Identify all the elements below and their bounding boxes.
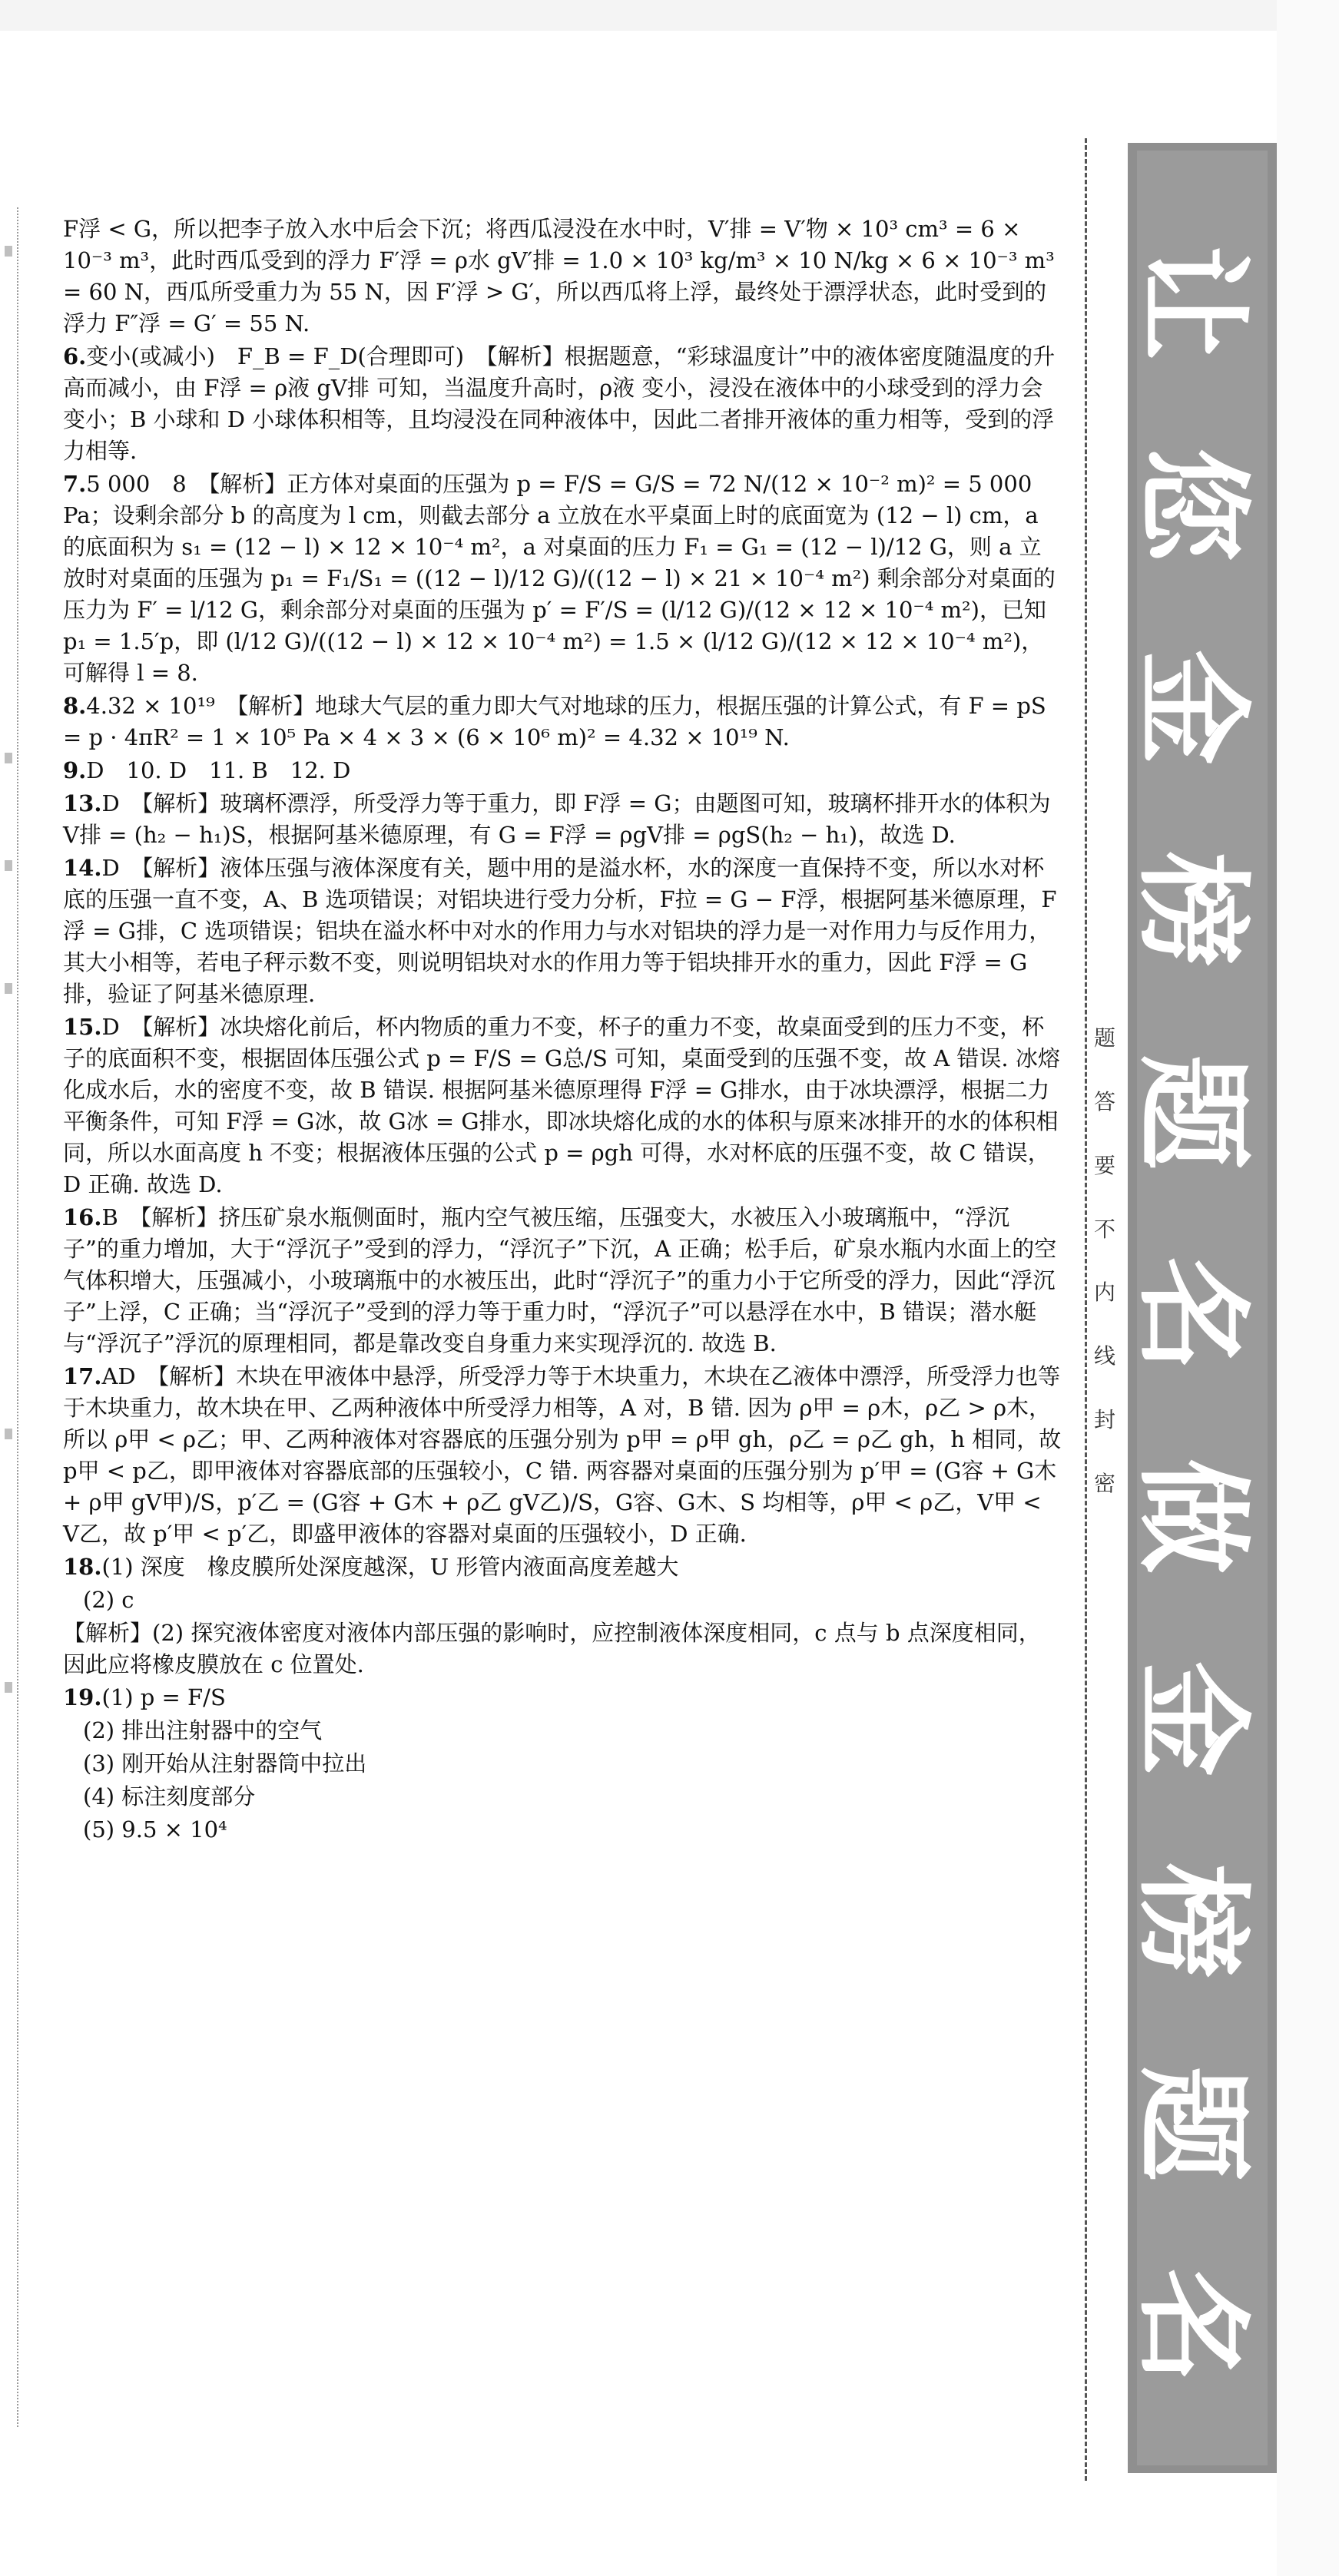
answer-6 bbox=[63, 341, 1062, 467]
answer-13 bbox=[63, 788, 1062, 851]
paragraph-text: (2) c bbox=[83, 1587, 134, 1613]
binding-mark bbox=[5, 1429, 12, 1439]
answer-19-part3 bbox=[63, 1748, 1062, 1780]
banner-char: 名 bbox=[1124, 2267, 1260, 2383]
warning-char: 不 bbox=[1093, 1216, 1115, 1242]
paragraph-text: D 10. D 11. B 12. D bbox=[86, 757, 351, 783]
question-number: 9. bbox=[63, 757, 87, 783]
question-number: 7. bbox=[63, 471, 87, 497]
answer-14 bbox=[63, 853, 1062, 1010]
left-binding-line bbox=[17, 207, 18, 2427]
paragraph-text: 变小(或减小) F_B = F_D(合理即可) 【解析】根据题意，“彩球温度计”中的液体密度随温度的升高而减小，由 F浮 = ρ液 gV排 可知，当温度升高时，ρ液 变小，浸没在液体中的小球受到的浮力会变小；B 小球和 D 小球体积相等，且均浸没在同种液体中，因此二者排开液体的重力相等，受到的浮力相等. bbox=[63, 343, 1056, 464]
paragraph-text: (1) 深度 橡皮膜所处深度越深，U 形管内液面高度差越大 bbox=[101, 1554, 679, 1580]
warning-char: 密 bbox=[1093, 1470, 1115, 1496]
seal-cut-line bbox=[1085, 138, 1087, 2481]
binding-mark bbox=[5, 983, 12, 994]
answer-18 bbox=[63, 1551, 1062, 1583]
binding-mark bbox=[5, 860, 12, 871]
warning-char: 封 bbox=[1093, 1407, 1115, 1433]
paragraph-text: B 【解析】挤压矿泉水瓶侧面时，瓶内空气被压缩，压强变大，水被压入小玻璃瓶中，“浮沉子”的重力增加，大于“浮沉子”受到的浮力，“浮沉子”下沉，A 正确；松手后，矿泉水瓶内水面上的空气体积增大，压强减小，小玻璃瓶中的水被压出，此时“浮沉子”的重力小于它所受的浮力，因此“浮沉子”上浮，C 正确；当“浮沉子”受到的浮力等于重力时，“浮沉子”可以悬浮在水中，B 错误；潜水艇与“浮沉子”浮沉的原理相同，都是靠改变自身重力来实现浮沉的. 故选 B. bbox=[63, 1204, 1057, 1356]
answer-16 bbox=[63, 1202, 1062, 1359]
banner-char: 做 bbox=[1124, 1459, 1260, 1574]
question-number: 16. bbox=[63, 1204, 102, 1230]
banner-char: 题 bbox=[1124, 1054, 1260, 1170]
banner-char: 让 bbox=[1124, 244, 1260, 361]
question-number: 13. bbox=[63, 790, 102, 816]
banner-char: 榜 bbox=[1124, 852, 1260, 968]
paragraph-text: AD 【解析】木块在甲液体中悬浮，所受浮力等于木块重力，木块在乙液体中漂浮，所受浮力也等于木块重力，故木块在甲、乙两种液体中所受浮力相等，A 对，B 错. 因为 ρ甲 = ρ木，ρ乙 > ρ木，所以 ρ甲 < ρ乙；甲、乙两种液体对容器底的压强分别为 p甲 = ρ甲 gh，ρ乙 = ρ乙 gh，h 相同，故 p甲 < p乙，即甲液体对容器底部的压强较小，C 错. 两容器对桌面的压强分别为 p′甲 = (G容 + G木 + ρ甲 gV甲)/S，p′乙 = (G容 + G木 + ρ乙 gV乙)/S，G容、G木、S 均相等，ρ甲 < ρ乙，V甲 < V乙，故 p′甲 < p′乙，即盛甲液体的容器对桌面的压强较小，D 正确. bbox=[63, 1363, 1062, 1547]
paragraph-text: 【解析】(2) 探究液体密度对液体内部压强的影响时，应控制液体深度相同，c 点与 b 点深度相同，因此应将橡皮膜放在 c 位置处. bbox=[63, 1620, 1041, 1677]
paragraph-text: (4) 标注刻度部分 bbox=[83, 1783, 256, 1809]
paragraph-text: 4.32 × 10¹⁹ 【解析】地球大气层的重力即大气对地球的压力，根据压强的计算公式，有 F = pS = p · 4πR² = 1 × 10⁵ Pa × 4 × 3 × (6 × 10⁶ m)² = 4.32 × 10¹⁹ N. bbox=[63, 693, 1046, 750]
warning-char: 要 bbox=[1093, 1152, 1115, 1178]
banner-char: 您 bbox=[1124, 447, 1260, 563]
paragraph-text: D 【解析】玻璃杯漂浮，所受浮力等于重力，即 F浮 = G；由题图可知，玻璃杯排开水的体积为 V排 = (h₂ − h₁)S，根据阿基米德原理，有 G = F浮 = ρgV排 = ρgS(h₂ − h₁)，故选 D. bbox=[63, 790, 1051, 848]
answer-content bbox=[63, 214, 1062, 1847]
warning-char: 题 bbox=[1093, 1025, 1115, 1051]
banner-char: 金 bbox=[1124, 649, 1260, 765]
warning-char: 答 bbox=[1093, 1088, 1115, 1114]
question-number: 18. bbox=[63, 1554, 102, 1580]
question-number: 19. bbox=[63, 1684, 102, 1710]
slogan-banner bbox=[1124, 143, 1277, 2473]
paragraph-text: (5) 9.5 × 10⁴ bbox=[83, 1816, 227, 1843]
banner-char: 金 bbox=[1124, 1660, 1260, 1776]
banner-char: 榜 bbox=[1124, 1863, 1260, 1979]
paragraph-text: D 【解析】冰块熔化前后，杯内物质的重力不变，杯子的重力不变，故桌面受到的压力不变，杯子的底面积不变，根据固体压强公式 p = F/S = G总/S 可知，桌面受到的压强不变，故 A 错误. 冰熔化成水后，水的密度不变，故 B 错误. 根据阿基米德原理得 F浮 = G排水，由于冰块漂浮，根据二力平衡条件，可知 F浮 = G冰，故 G冰 = G排水，即冰块熔化成的水的体积与原来冰排开的水的体积相同，所以水面高度 h 不变；根据液体压强的公式 p = ρgh 可得，水对杯底的压强不变，故 C 错误，D 正确. 故选 D. bbox=[63, 1014, 1060, 1197]
question-number: 17. bbox=[63, 1363, 102, 1389]
answer-18-part2 bbox=[63, 1584, 1062, 1616]
binding-mark bbox=[5, 753, 12, 763]
answer-19-part5 bbox=[63, 1814, 1062, 1846]
paragraph-text: D 【解析】液体压强与液体深度有关，题中用的是溢水杯，水的深度一直保持不变，所以水对杯底的压强一直不变，A、B 选项错误；对铝块进行受力分析，F拉 = G − F浮，根据阿基米德原理，F浮 = G排，C 选项错误；铝块在溢水杯中对水的作用力与水对铝块的浮力是一对作用力与反作用力，其大小相等，若电子秤示数不变，则说明铝块对水的作用力等于铝块排开水的重力，因此 F浮 = G排，验证了阿基米德原理. bbox=[63, 855, 1057, 1007]
question-number: 15. bbox=[63, 1014, 102, 1040]
banner-char: 名 bbox=[1124, 1256, 1260, 1372]
binding-mark bbox=[5, 1682, 12, 1693]
question-number: 14. bbox=[63, 855, 102, 881]
answer-paragraph bbox=[63, 214, 1062, 339]
banner-char: 题 bbox=[1124, 2065, 1260, 2181]
seal-line-warning bbox=[1089, 1021, 1120, 1498]
answer-15 bbox=[63, 1012, 1062, 1200]
warning-char: 内 bbox=[1093, 1280, 1115, 1306]
answer-19-part4 bbox=[63, 1781, 1062, 1813]
question-number: 6. bbox=[63, 343, 87, 369]
paragraph-text: (2) 排出注射器中的空气 bbox=[83, 1717, 323, 1743]
answer-8 bbox=[63, 690, 1062, 753]
answer-19-part2 bbox=[63, 1715, 1062, 1747]
answer-9-12 bbox=[63, 755, 1062, 786]
answer-18-analysis bbox=[63, 1617, 1062, 1680]
right-margin bbox=[1277, 0, 1339, 2576]
paragraph-text: (3) 刚开始从注射器筒中拉出 bbox=[83, 1750, 367, 1776]
answer-7 bbox=[63, 469, 1062, 689]
top-margin bbox=[0, 0, 1339, 31]
answer-19 bbox=[63, 1682, 1062, 1713]
binding-mark bbox=[5, 246, 12, 257]
paragraph-text: F浮 < G，所以把李子放入水中后会下沉；将西瓜浸没在水中时，V′排 = V′物 × 10³ cm³ = 6 × 10⁻³ m³，此时西瓜受到的浮力 F′浮 = ρ水 gV′排 = 1.0 × 10³ kg/m³ × 10 N/kg × 6 × 10⁻³ m³ = 60 N，西瓜所受重力为 55 N，因 F′浮 > G′，所以西瓜将上浮，最终处于漂浮状态，此时受到的浮力 F″浮 = G′ = 55 N. bbox=[63, 216, 1055, 336]
paragraph-text: 5 000 8 【解析】正方体对桌面的压强为 p = F/S = G/S = 72 N/(12 × 10⁻² m)² = 5 000 Pa；设剩余部分 b 的高度为 l cm，则截去部分 a 立放在水平桌面上时的底面宽为 (12 − l) cm，a 的底面积为 s₁ = (12 − l) × 12 × 10⁻⁴ m²，a 对桌面的压力 F₁ = G₁ = (12 − l)/12 G，则 a 立放时对桌面的压强为 p₁ = F₁/S₁ = ((12 − l)/12 G)/((12 − l) × 21 × 10⁻⁴ m²) 剩余部分对桌面的压力为 F′ = l/12 G，剩余部分对桌面的压强为 p′ = F′/S = (l/12 G)/(12 × 12 × 10⁻⁴ m²)，已知 p₁ = 1.5′p，即 (l/12 G)/((12 − l) × 12 × 10⁻⁴ m²) = 1.5 × (l/12 G)/(12 × 12 × 10⁻⁴ m²)，可解得 l = 8. bbox=[63, 471, 1056, 686]
paragraph-text: (1) p = F/S bbox=[101, 1684, 226, 1710]
question-number: 8. bbox=[63, 693, 87, 719]
answer-17 bbox=[63, 1361, 1062, 1550]
warning-char: 线 bbox=[1093, 1343, 1115, 1369]
banner-slogan bbox=[1124, 220, 1277, 2409]
